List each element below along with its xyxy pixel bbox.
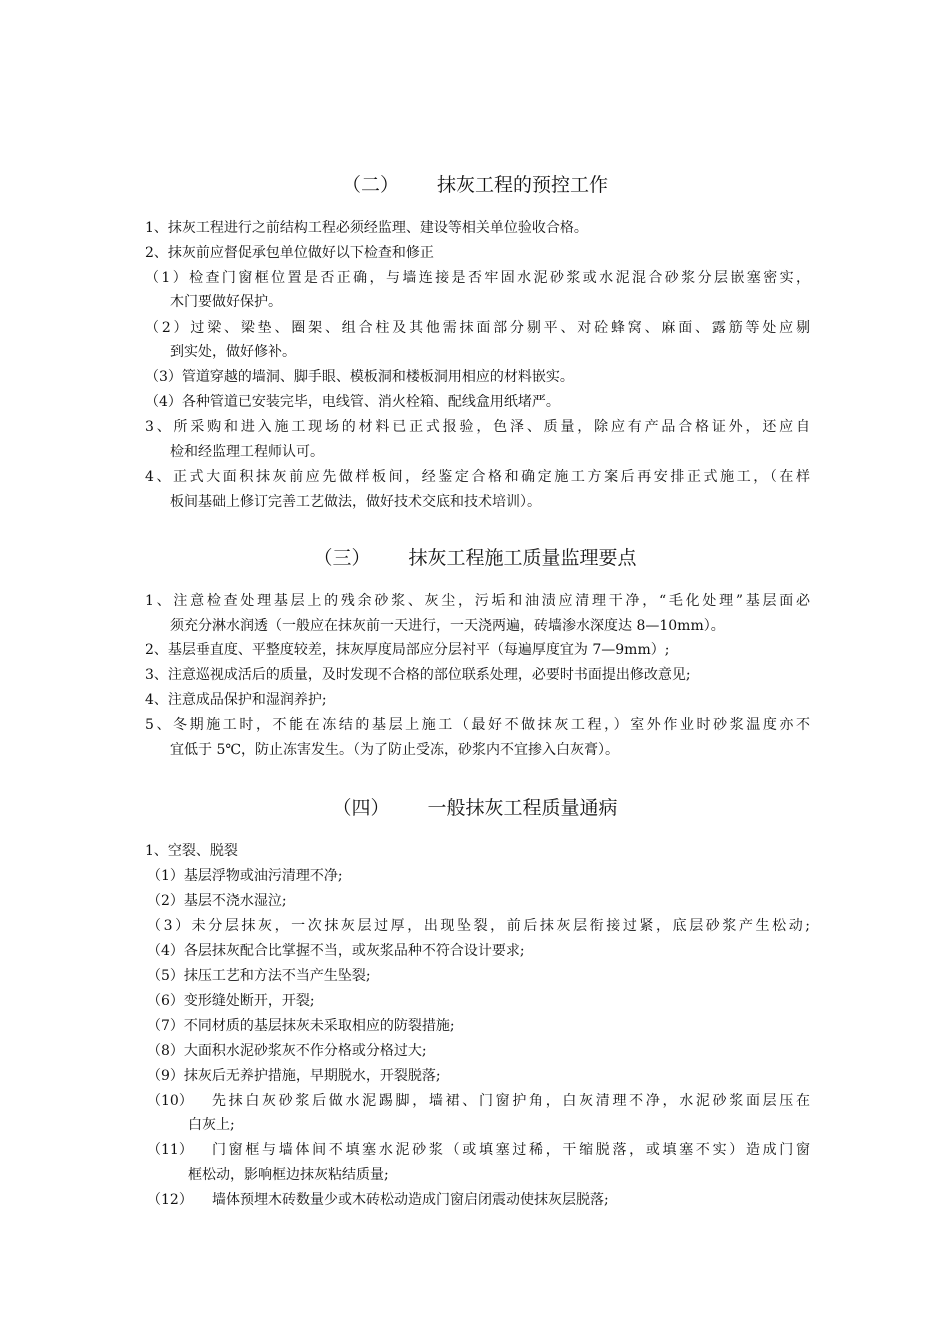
list-item-continuation: 白灰上;	[188, 1117, 235, 1133]
list-item-number: （10）	[147, 1093, 193, 1109]
section-number: （三）	[313, 547, 371, 569]
section-heading-2	[0, 173, 950, 197]
paragraph-line: （2）过梁、梁垫、圈架、组合柱及其他需抹面部分剔平、对砼蜂窝、麻面、露筋等处应剔	[145, 320, 810, 336]
paragraph-line: （1）检查门窗框位置是否正确，与墙连接是否牢固水泥砂浆或水泥混合砂浆分层嵌塞密实，	[145, 270, 810, 286]
list-item: 先抹白灰砂浆后做水泥踢脚，墙裙、门窗护角，白灰清理不净，水泥砂浆面层压在	[212, 1093, 810, 1109]
paragraph-line: 木门要做好保护。	[170, 294, 282, 310]
list-item: （2）基层不浇水湿泣;	[147, 893, 287, 909]
paragraph-line: 检和经监理工程师认可。	[170, 444, 324, 460]
paragraph-line: 4、注意成品保护和湿润养护;	[145, 692, 327, 708]
list-item-continuation: 框松动，影响框边抹灰粘结质量;	[188, 1167, 389, 1183]
paragraph-line: 到实处，做好修补。	[170, 344, 296, 360]
paragraph-line: 2、抹灰前应督促承包单位做好以下检查和修正	[145, 245, 434, 261]
paragraph-line: 2、基层垂直度、平整度较差，抹灰厚度局部应分层衬平（每遍厚度宜为 7—9mm）;	[145, 642, 670, 658]
list-item: （3）未分层抹灰，一次抹灰层过厚，出现坠裂，前后抹灰层衔接过紧，底层砂浆产生松动;	[147, 918, 810, 934]
list-item: 门窗框与墙体间不填塞水泥砂浆（或填塞过稀，干缩脱落，或填塞不实）造成门窗	[212, 1142, 810, 1158]
list-item: （6）变形缝处断开，开裂;	[147, 993, 315, 1009]
list-item-number: （11）	[147, 1142, 193, 1158]
paragraph-line: 1、空裂、脱裂	[145, 843, 238, 859]
paragraph-line: 3、注意巡视成活后的质量，及时发现不合格的部位联系处理，必要时书面提出修改意见;	[145, 667, 691, 683]
list-item: （1）基层浮物或油污清理不净;	[147, 868, 343, 884]
section-number: （四）	[332, 797, 390, 819]
section-heading-3	[0, 546, 950, 570]
paragraph-line: 3、所采购和进入施工现场的材料已正式报验，色泽、质量，除应有产品合格证外，还应自	[145, 419, 810, 435]
paragraph-line: 5、冬期施工时，不能在冻结的基层上施工（最好不做抹灰工程，）室外作业时砂浆温度亦不	[145, 717, 810, 733]
paragraph-line: 1、抹灰工程进行之前结构工程必须经监理、建设等相关单位验收合格。	[145, 220, 588, 236]
section-title: 一般抹灰工程质量通病	[427, 797, 618, 819]
paragraph-line: 宜低于 5℃，防止冻害发生。（为了防止受冻，砂浆内不宜掺入白灰膏）。	[170, 742, 620, 758]
section-number: （二）	[341, 174, 399, 196]
list-item: 墙体预埋木砖数量少或木砖松动造成门窗启闭震动使抹灰层脱落;	[212, 1192, 609, 1208]
list-item: （7）不同材质的基层抹灰未采取相应的防裂措施;	[147, 1018, 455, 1034]
paragraph-line: 板间基础上修订完善工艺做法，做好技术交底和技术培训）。	[170, 494, 541, 510]
paragraph-line: 4、正式大面积抹灰前应先做样板间，经鉴定合格和确定施工方案后再安排正式施工，（在样	[145, 469, 810, 485]
paragraph-line: （4）各种管道已安装完毕，电线管、消火栓箱、配线盒用纸堵严。	[145, 394, 560, 410]
paragraph-line: （3）管道穿越的墙洞、脚手眼、模板洞和楼板洞用相应的材料嵌实。	[145, 369, 574, 385]
section-title: 抹灰工程的预控工作	[437, 174, 609, 196]
paragraph-line: 须充分淋水润透（一般应在抹灰前一天进行，一天浇两遍，砖墙渗水深度达 8—10mm）。	[170, 618, 725, 634]
list-item: （4）各层抹灰配合比掌握不当，或灰浆品种不符合设计要求;	[147, 943, 525, 959]
section-heading-4	[0, 796, 950, 820]
list-item-number: （12）	[147, 1192, 193, 1208]
list-item: （5）抹压工艺和方法不当产生坠裂;	[147, 968, 371, 984]
list-item: （8）大面积水泥砂浆灰不作分格或分格过大;	[147, 1043, 427, 1059]
paragraph-line: 1、注意检查处理基层上的残余砂浆、灰尘，污垢和油渍应清理干净，“毛化处理”基层面必	[145, 593, 810, 609]
section-title: 抹灰工程施工质量监理要点	[408, 547, 637, 569]
list-item: （9）抹灰后无养护措施，早期脱水，开裂脱落;	[147, 1068, 441, 1084]
